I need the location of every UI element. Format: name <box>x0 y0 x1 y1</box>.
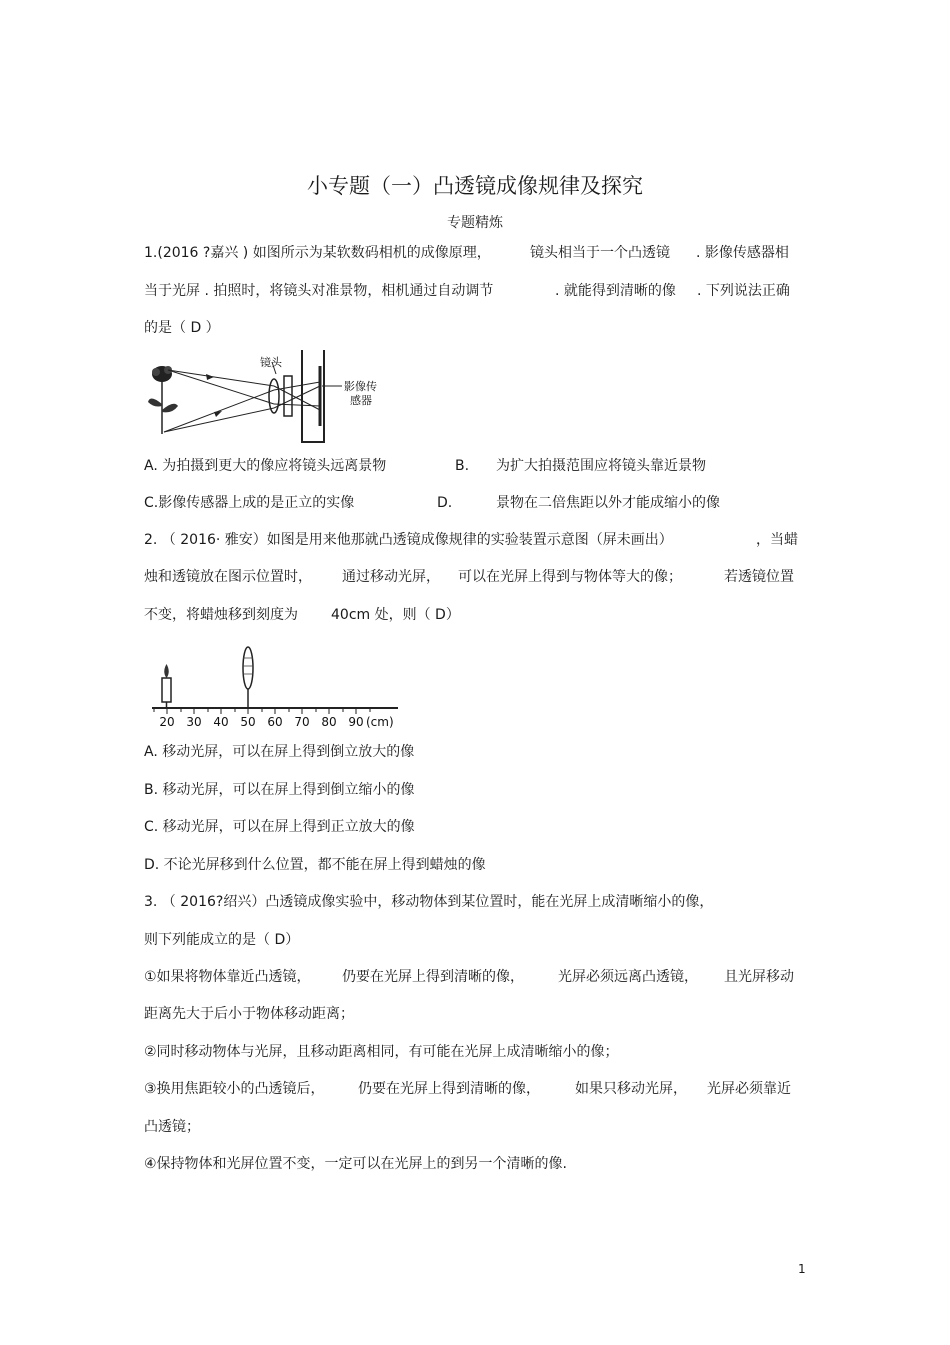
tick-label-90: 90 <box>348 715 364 729</box>
q2-line3-b: 40cm 处，则（ D） <box>331 607 460 623</box>
q1-option-d-letter: D. <box>437 495 453 511</box>
unit-label: (cm) <box>366 715 394 729</box>
tick-label-30: 30 <box>186 715 202 729</box>
q1-line2-b: . 就能得到清晰的像 <box>555 283 676 299</box>
q1-option-b: 为扩大拍摄范围应将镜头靠近景物 <box>496 458 706 474</box>
q2-line3-a: 不变，将蜡烛移到刻度为 <box>144 607 298 623</box>
q1-option-a: A. 为拍摄到更大的像应将镜头远离景物 <box>144 458 387 474</box>
q1-line1-c: . 影像传感器相 <box>696 245 789 261</box>
q2-option-c: C. 移动光屏，可以在屏上得到正立放大的像 <box>144 819 415 835</box>
q3-line1: 3. （ 2016?绍兴）凸透镜成像实验中，移动物体到某位置时，能在光屏上成清晰缩小的像， <box>144 894 714 910</box>
q3-statement3-d: 光屏必须靠近 <box>707 1081 791 1097</box>
tick-label-40: 40 <box>213 715 229 729</box>
q3-statement3-a: ③换用焦距较小的凸透镜后， <box>144 1081 325 1097</box>
q3-statement1-b: 仍要在光屏上得到清晰的像， <box>342 969 524 985</box>
q2-option-a: A. 移动光屏，可以在屏上得到倒立放大的像 <box>144 744 415 760</box>
sensor-label-line2: 感器 <box>350 394 372 407</box>
q1-line1-b: 镜头相当于一个凸透镜 <box>530 245 670 261</box>
q2-option-b: B. 移动光屏，可以在屏上得到倒立缩小的像 <box>144 782 415 798</box>
page-title: 小专题（一）凸透镜成像规律及探究 <box>307 174 643 198</box>
q3-statement3-b: 仍要在光屏上得到清晰的像， <box>358 1081 540 1097</box>
q2-line1-b: ，当蜡 <box>756 532 798 548</box>
q3-statement1-c: 光屏必须远离凸透镜， <box>558 969 698 985</box>
q2-line1-a: 2. （ 2016· 雅安）如图是用来他那就凸透镜成像规律的实验装置示意图（屏未画出） <box>144 532 673 548</box>
q1-option-b-letter: B. <box>455 458 470 474</box>
q2-line2-c: 可以在光屏上得到与物体等大的像； <box>458 569 682 585</box>
camera-principle-figure <box>144 346 394 446</box>
tick-label-80: 80 <box>321 715 337 729</box>
q1-line2-a: 当于光屏 . 拍照时，将镜头对准景物，相机通过自动调节 <box>144 283 494 299</box>
tick-label-60: 60 <box>267 715 283 729</box>
lens-label: 镜头 <box>260 356 282 369</box>
q2-line2-d: 若透镜位置 <box>724 569 794 585</box>
q3-statement3-c: 如果只移动光屏， <box>575 1081 687 1097</box>
section-subtitle: 专题精炼 <box>447 215 503 231</box>
tick-label-50: 50 <box>240 715 256 729</box>
q1-option-c: C.影像传感器上成的是正立的实像 <box>144 495 355 511</box>
q3-line2: 则下列能成立的是（ D） <box>144 932 300 948</box>
q1-line2-c: . 下列说法正确 <box>697 283 790 299</box>
q1-line3: 的是（ D ） <box>144 320 220 336</box>
q3-statement1-a: ①如果将物体靠近凸透镜， <box>144 969 311 985</box>
q3-statement1-e: 距离先大于后小于物体移动距离； <box>144 1006 354 1022</box>
q1-option-d: 景物在二倍焦距以外才能成缩小的像 <box>496 495 720 511</box>
sensor-label-line1: 影像传 <box>344 380 377 393</box>
q2-option-d: D. 不论光屏移到什么位置，都不能在屏上得到蜡烛的像 <box>144 857 486 873</box>
q2-line2-b: 通过移动光屏， <box>342 569 440 585</box>
page-number: 1 <box>798 1262 806 1276</box>
tick-label-70: 70 <box>294 715 310 729</box>
optical-bench-figure <box>144 638 402 730</box>
q3-statement4: ④保持物体和光屏位置不变，一定可以在光屏上的到另一个清晰的像. <box>144 1156 567 1172</box>
q2-line2-a: 烛和透镜放在图示位置时， <box>144 569 312 585</box>
q3-statement3-e: 凸透镜； <box>144 1119 200 1135</box>
q3-statement2: ②同时移动物体与光屏，且移动距离相同，有可能在光屏上成清晰缩小的像； <box>144 1044 619 1060</box>
q3-statement1-d: 且光屏移动 <box>724 969 794 985</box>
tick-label-20: 20 <box>159 715 175 729</box>
q1-line1-a: 1.(2016 ?嘉兴 ) 如图所示为某软数码相机的成像原理， <box>144 245 491 261</box>
